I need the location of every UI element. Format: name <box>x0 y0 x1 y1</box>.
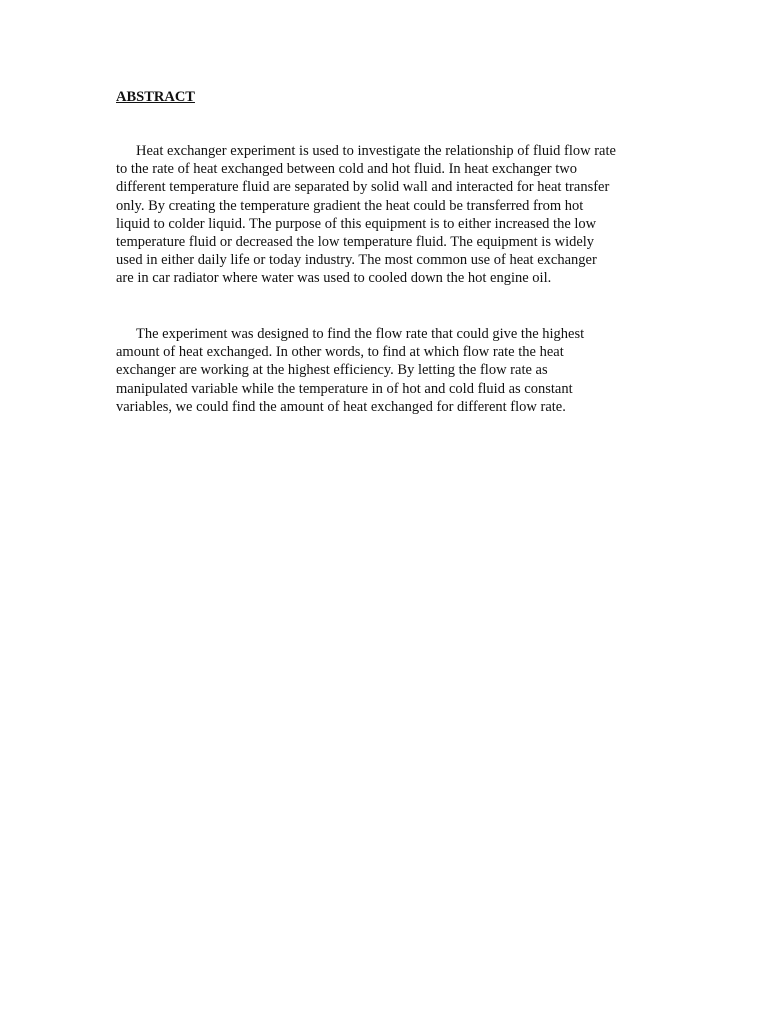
paragraph-line: only. By creating the temperature gradient the heat could be transferred from hot <box>116 197 584 214</box>
paragraph-line: Heat exchanger experiment is used to investigate the relationship of fluid flow rate <box>136 143 616 159</box>
paragraph-line: temperature fluid or decreased the low temperature fluid. The equipment is widely <box>116 234 595 251</box>
abstract-heading: ABSTRACT <box>116 89 195 105</box>
paragraph-line: The experiment was designed to find the flow rate that could give the highest <box>136 326 585 342</box>
paragraph-line: liquid to colder liquid. The purpose of this equipment is to either increased the low <box>116 215 597 232</box>
paragraph-line: manipulated variable while the temperature in of hot and cold fluid as constant <box>116 380 573 397</box>
paragraph-line: variables, we could find the amount of heat exchanged for different flow rate. <box>116 398 566 415</box>
paragraph-line: are in car radiator where water was used to cooled down the hot engine oil. <box>116 270 552 287</box>
paragraph-line: used in either daily life or today industry. The most common use of heat exchanger <box>116 252 597 269</box>
abstract-paragraph-2 <box>116 325 656 416</box>
paragraph-line: amount of heat exchanged. In other words, to find at which flow rate the heat <box>116 344 564 361</box>
paragraph-line: different temperature fluid are separated by solid wall and interacted for heat transfer <box>116 179 610 196</box>
abstract-paragraph-1 <box>116 142 656 288</box>
paragraph-line: to the rate of heat exchanged between cold and hot fluid. In heat exchanger two <box>116 161 577 178</box>
paragraph-line: exchanger are working at the highest efficiency. By letting the flow rate as <box>116 362 548 379</box>
